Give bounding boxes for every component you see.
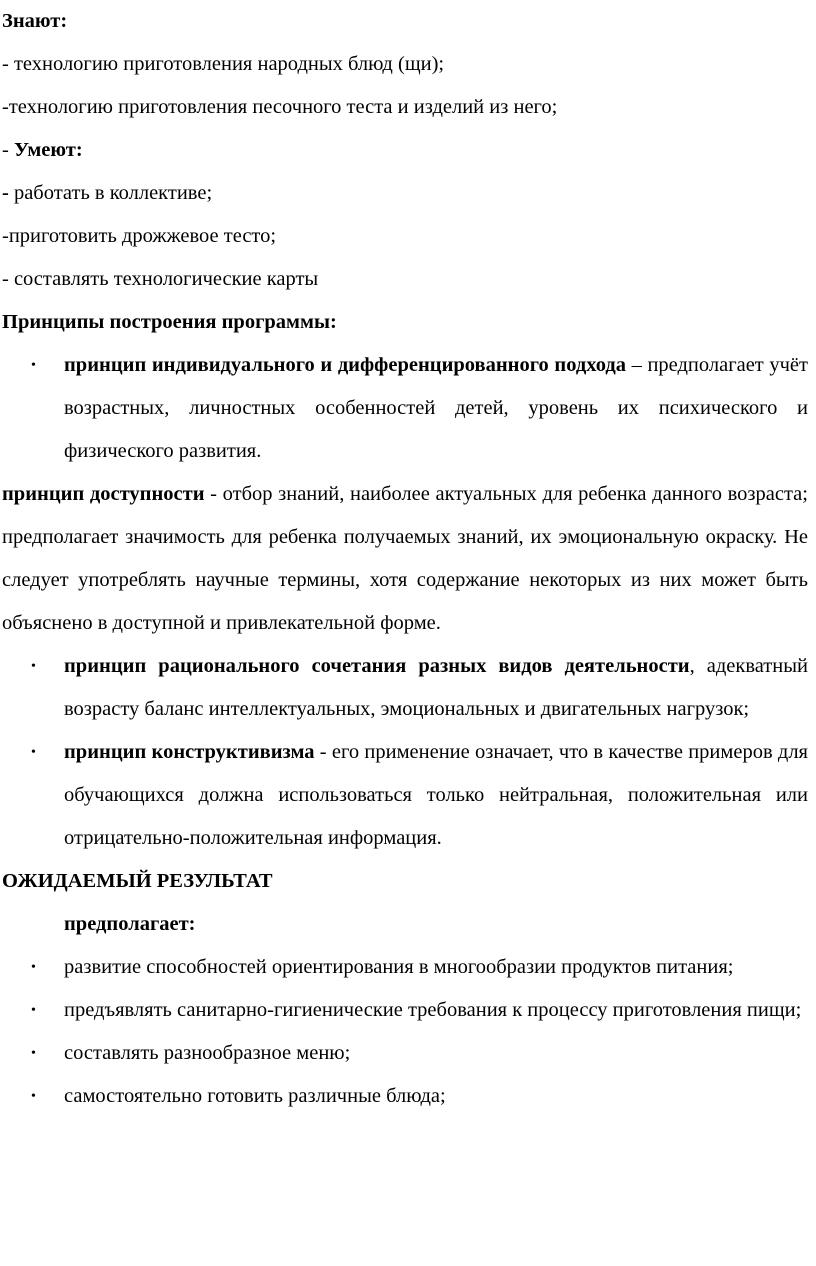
result-item (2, 1075, 808, 1118)
principle-item (2, 645, 808, 731)
can-item: - составлять технологические карты (2, 268, 319, 290)
principles-heading: Принципы построения программы: (2, 311, 337, 333)
knows-item: - технологию приготовления народных блюд (щи); (2, 53, 445, 75)
can-heading-dash: - (2, 139, 14, 161)
can-heading-line (2, 129, 808, 172)
can-item: -приготовить дрожжевое тесто; (2, 225, 277, 247)
result-item-text: предъявлять санитарно-гигиенические требования к процессу приготовления пищи; (64, 999, 802, 1021)
principle-title: принцип доступности (2, 483, 205, 505)
principle-text: , адекватный возрасту баланс интеллектуальных, эмоциональных и двигательных нагрузок; (64, 655, 808, 720)
bullet-icon: • (31, 659, 36, 674)
principle-item (2, 344, 808, 473)
can-heading: Умеют: (13, 139, 83, 161)
result-item-text: самостоятельно готовить различные блюда; (64, 1085, 446, 1107)
result-item (2, 946, 808, 989)
principle-text: - его применение означает, что в качестве примеров для обучающихся должна использоваться только нейтральная, положительная или отрицательно-положительная информация. (64, 741, 808, 849)
result-item-text: составлять разнообразное меню; (64, 1042, 351, 1064)
bullet-icon: • (31, 960, 36, 975)
knows-item: -технологию приготовления песочного теста и изделий из него; (2, 96, 558, 118)
bullet-icon: • (31, 1003, 36, 1018)
result-subheading: предполагает: (64, 913, 196, 935)
result-item-text: развитие способностей ориентирования в многообразии продуктов питания; (64, 956, 734, 978)
principle-title: принцип индивидуального и дифференцированного подхода (64, 354, 626, 376)
bullet-icon: • (31, 1089, 36, 1104)
principle-title: принцип конструктивизма (64, 741, 315, 763)
bullet-icon: • (31, 1046, 36, 1061)
principle-title: принцип рационального сочетания разных видов деятельности (64, 655, 690, 677)
principle-item (2, 731, 808, 860)
principle-paragraph (2, 473, 808, 645)
result-item (2, 989, 808, 1032)
can-item-text: работать в коллективе; (8, 182, 213, 204)
can-item-dash: - (2, 182, 9, 204)
principle-text: - отбор знаний, наиболее актуальных для ребенка данного возраста; предполагает значимость для ребенка получаемых знаний, их эмоциональную окраску. Не следует употреблять научные термины, хотя содержание некоторых из них может быть объяснено в доступной и привлекательной форме. (2, 483, 808, 634)
principle-text: – предполагает учёт возрастных, личностных особенностей детей, уровень их психического и физического развития. (64, 354, 808, 462)
knows-heading: Знают: (2, 10, 68, 32)
bullet-icon: • (31, 745, 36, 760)
result-item (2, 1032, 808, 1075)
result-heading: ОЖИДАЕМЫЙ РЕЗУЛЬТАТ (2, 870, 273, 892)
bullet-icon: • (31, 358, 36, 373)
can-item (2, 172, 808, 215)
